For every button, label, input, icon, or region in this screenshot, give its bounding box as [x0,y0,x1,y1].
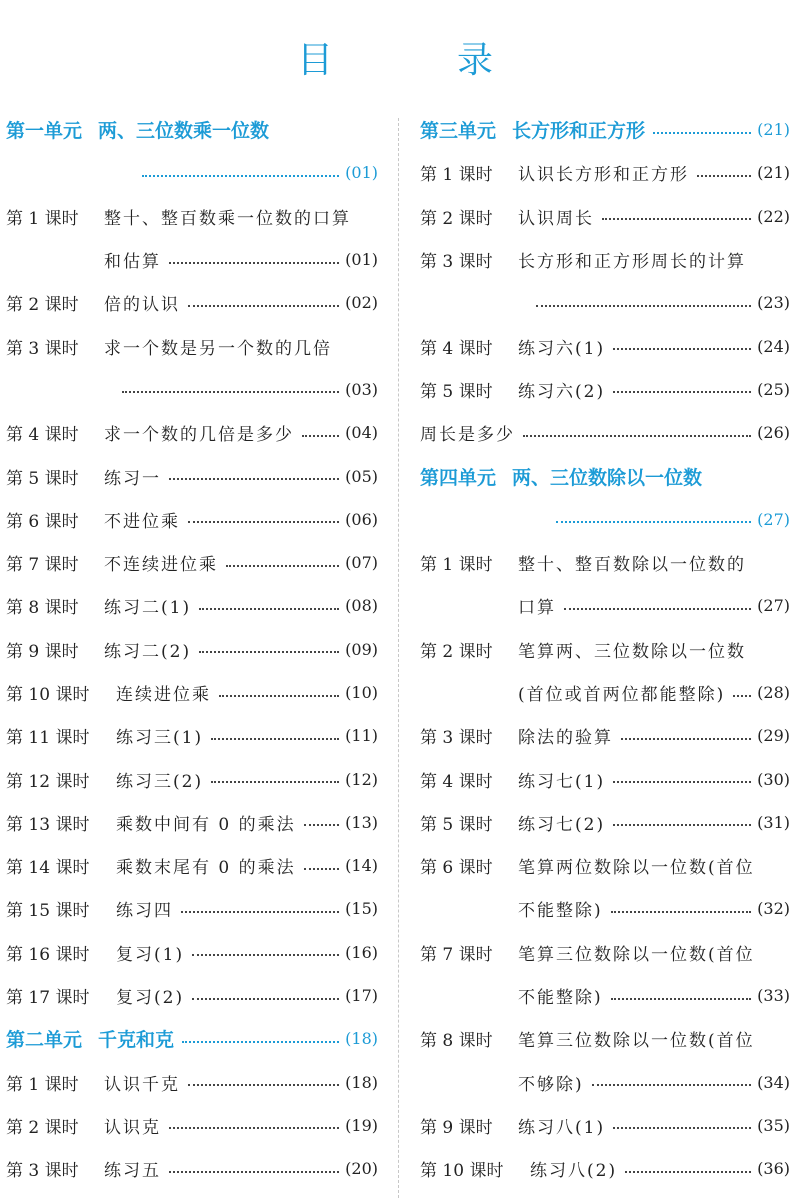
page-number: (24) [757,336,790,356]
entry-title: 练习八(2) [530,1161,618,1182]
entry-title: 练习二(1) [104,598,192,619]
dot-leader [169,1127,339,1129]
entry-title: 千克和克 [98,1029,175,1052]
toc-entry[interactable] [420,974,790,1017]
unit-label: 第三单元 [420,120,497,143]
lesson-label: 第 2 课时 [6,1117,79,1138]
toc-entry[interactable] [6,887,378,930]
dot-leader [621,738,751,740]
dot-leader [697,175,751,177]
toc-entry[interactable] [6,801,378,844]
toc-entry[interactable] [6,844,378,887]
toc-entry[interactable] [6,584,378,627]
entry-title: 练习一 [104,468,161,489]
page-number: (01) [345,250,378,270]
page-number: (23) [757,293,790,313]
page-number: (21) [757,120,790,140]
dot-leader [602,218,751,220]
entry-title: 认识克 [104,1117,161,1138]
page-number: (08) [345,596,378,616]
page-number: (19) [345,1115,378,1135]
unit-label: 第一单元 [6,120,83,143]
entry-title: 认识周长 [518,208,594,229]
toc-entry[interactable] [420,1104,790,1147]
dot-leader [304,824,340,826]
lesson-label: 第 5 课时 [420,814,493,835]
dot-leader [613,1127,751,1129]
entry-title: 认识长方形和正方形 [518,165,689,186]
page-number: (01) [345,163,378,183]
dot-leader [188,521,339,523]
lesson-label: 第 3 课时 [6,1161,79,1182]
toc-entry[interactable] [420,368,790,411]
dot-leader [564,608,751,610]
lesson-label: 第 4 课时 [420,338,493,359]
page-number: (20) [345,1159,378,1179]
column-divider [398,118,399,1198]
toc-entry[interactable] [420,584,790,627]
page-number: (16) [345,942,378,962]
toc-entry[interactable] [6,757,378,800]
page-number: (05) [345,466,378,486]
dot-leader [536,305,751,307]
lesson-label: 第 12 课时 [6,771,90,792]
page-number: (18) [345,1072,378,1092]
dot-leader [302,435,339,437]
toc-entry[interactable] [6,1061,378,1104]
toc-entry[interactable] [6,714,378,757]
toc-unit-heading[interactable] [6,108,378,151]
entry-title: 除法的验算 [518,728,613,749]
dot-leader [611,998,752,1000]
dot-leader [199,608,339,610]
page-number: (32) [757,899,790,919]
page-number: (03) [345,379,378,399]
lesson-label: 第 5 课时 [6,468,79,489]
dot-leader [122,391,339,393]
entry-title: 复习(2) [116,988,185,1009]
lesson-label: 第 7 课时 [420,944,493,965]
dot-leader [219,695,339,697]
page-number: (27) [757,509,790,529]
dot-leader [613,391,751,393]
entry-title: 练习六(2) [518,381,606,402]
entry-title: (首位或首两位都能整除) [518,685,726,705]
entry-title: 不够除) [518,1074,584,1095]
lesson-label: 第 9 课时 [420,1117,493,1138]
page-number: (14) [345,856,378,876]
toc-entry[interactable] [420,628,790,671]
toc-entry[interactable] [6,368,378,411]
toc-entry[interactable] [6,498,378,541]
toc-entry[interactable] [420,411,790,454]
page-number: (12) [345,769,378,789]
entry-title: 不连续进位乘 [104,555,218,576]
dot-leader [613,348,751,350]
toc-left-column [6,108,378,1190]
lesson-label: 第 14 课时 [6,858,90,879]
lesson-label: 第 4 课时 [420,771,493,792]
page-number: (25) [757,379,790,399]
page-number: (09) [345,639,378,659]
dot-leader [182,1041,339,1043]
toc-entry[interactable] [6,195,378,238]
lesson-label: 第 3 课时 [6,338,79,359]
entry-title: 练习七(1) [518,771,606,792]
lesson-label: 第 17 课时 [6,988,90,1009]
dot-leader [523,435,751,437]
lesson-label: 第 2 课时 [420,208,493,229]
entry-title: 求一个数是另一个数的几倍 [104,338,332,359]
lesson-label: 第 6 课时 [6,511,79,532]
entry-title: 笔算三位数除以一位数(首位 [518,944,755,965]
toc-entry[interactable] [6,411,378,454]
page-number: (34) [757,1072,790,1092]
lesson-label: 第 10 课时 [420,1161,504,1182]
dot-leader [226,565,339,567]
page-number: (35) [757,1115,790,1135]
entry-title: 练习五 [104,1161,161,1182]
entry-title: 笔算三位数除以一位数(首位 [518,1031,755,1052]
lesson-label: 第 3 课时 [420,252,493,273]
entry-title: 两、三位数除以一位数 [512,466,703,489]
page-number: (17) [345,986,378,1006]
toc-entry[interactable] [420,931,790,974]
entry-title: 复习(1) [116,944,185,965]
entry-title: 倍的认识 [104,295,180,316]
page-number: (06) [345,509,378,529]
lesson-label: 第 13 课时 [6,814,90,835]
entry-title: 不能整除) [518,901,603,922]
entry-title: 周长是多少 [420,425,515,446]
page-number: (02) [345,293,378,313]
toc-entry[interactable] [420,714,790,757]
toc-entry[interactable] [420,1147,790,1190]
dot-leader [188,1084,339,1086]
toc-entry[interactable] [420,498,790,541]
dot-leader [733,695,751,697]
lesson-label: 第 5 课时 [420,381,493,402]
toc-entry[interactable] [6,281,378,324]
dot-leader [653,132,751,134]
page-number: (36) [757,1159,790,1179]
page-number: (33) [757,986,790,1006]
entry-title: 练习三(2) [116,771,204,792]
entry-title: 求一个数的几倍是多少 [104,425,294,446]
toc-entry[interactable] [420,151,790,194]
toc-entry[interactable] [6,324,378,367]
lesson-label: 第 10 课时 [6,685,90,705]
toc-entry[interactable] [420,281,790,324]
entry-title: 长方形和正方形 [512,120,646,143]
toc-entry[interactable] [420,801,790,844]
toc-unit-heading[interactable] [420,108,790,151]
entry-title: 两、三位数乘一位数 [98,120,270,143]
entry-title: 不进位乘 [104,511,180,532]
toc-entry[interactable] [420,887,790,930]
page-number: (10) [345,683,378,702]
page-number: (11) [345,726,378,746]
dot-leader [169,478,339,480]
lesson-label: 第 3 课时 [420,728,493,749]
entry-title: 笔算两、三位数除以一位数 [518,641,746,662]
entry-title: 练习三(1) [116,728,204,749]
entry-title: 笔算两位数除以一位数(首位 [518,858,755,879]
toc-entry[interactable] [420,1017,790,1060]
entry-title: 整十、整百数乘一位数的口算 [104,208,351,229]
lesson-label: 第 9 课时 [6,641,79,662]
toc-right-column [420,108,790,1190]
entry-title: 练习八(1) [518,1117,606,1138]
lesson-label: 第 15 课时 [6,901,90,922]
toc-entry[interactable] [6,931,378,974]
page-number: (26) [757,423,790,443]
entry-title: 练习七(2) [518,814,606,835]
entry-title: 连续进位乘 [116,685,211,705]
page-number: (30) [757,769,790,789]
dot-leader [625,1171,751,1173]
dot-leader [142,175,339,177]
dot-leader [192,998,339,1000]
page-number: (21) [757,163,790,183]
toc-entry[interactable] [6,151,378,194]
entry-title: 乘数末尾有 0 的乘法 [116,858,296,879]
dot-leader [613,824,751,826]
toc-entry[interactable] [6,238,378,281]
lesson-label: 第 1 课时 [420,165,493,186]
lesson-label: 第 8 课时 [420,1031,493,1052]
lesson-label: 第 2 课时 [420,641,493,662]
toc-entry[interactable] [420,671,790,714]
dot-leader [192,954,339,956]
lesson-label: 第 6 课时 [420,858,493,879]
dot-leader [211,738,339,740]
toc-unit-heading[interactable] [420,454,790,497]
lesson-label: 第 16 课时 [6,944,90,965]
toc-entry[interactable] [6,974,378,1017]
dot-leader [169,262,339,264]
dot-leader [181,911,339,913]
page-number: (31) [757,812,790,832]
lesson-label: 第 7 课时 [6,555,79,576]
page-number: (13) [345,812,378,832]
entry-title: 不能整除) [518,988,603,1009]
unit-label: 第四单元 [420,466,497,489]
toc-unit-heading[interactable] [6,1017,378,1060]
dot-leader [304,868,340,870]
entry-title: 口算 [518,598,556,619]
entry-title: 练习六(1) [518,338,606,359]
toc-entry[interactable] [420,844,790,887]
dot-leader [592,1084,752,1086]
page-number: (28) [757,683,790,702]
page-title: 目 录 [296,40,537,81]
dot-leader [613,781,751,783]
entry-title: 长方形和正方形周长的计算 [518,252,746,273]
dot-leader [188,305,339,307]
lesson-label: 第 11 课时 [6,728,90,749]
dot-leader [556,521,751,523]
dot-leader [169,1171,339,1173]
toc-entry[interactable] [6,671,378,714]
entry-title: 练习二(2) [104,641,192,662]
lesson-label: 第 8 课时 [6,598,79,619]
toc-entry[interactable] [420,195,790,238]
page-number: (22) [757,206,790,226]
unit-label: 第二单元 [6,1029,83,1052]
lesson-label: 第 1 课时 [420,555,493,576]
entry-title: 练习四 [116,901,173,922]
toc-entry[interactable] [6,628,378,671]
toc-entry[interactable] [6,541,378,584]
toc-entry[interactable] [420,757,790,800]
dot-leader [611,911,752,913]
toc-entry[interactable] [6,1104,378,1147]
entry-title: 和估算 [104,252,161,273]
lesson-label: 第 2 课时 [6,295,79,316]
page-number: (18) [345,1029,378,1049]
page-number: (15) [345,899,378,919]
page-number: (07) [345,553,378,573]
toc-entry[interactable] [420,324,790,367]
page-number: (27) [757,596,790,616]
lesson-label: 第 4 课时 [6,425,79,446]
toc-entry[interactable] [6,454,378,497]
entry-title: 乘数中间有 0 的乘法 [116,814,296,835]
entry-title: 认识千克 [104,1074,180,1095]
page-number: (04) [345,423,378,443]
dot-leader [211,781,339,783]
lesson-label: 第 1 课时 [6,1074,79,1095]
toc-entry[interactable] [420,238,790,281]
entry-title: 整十、整百数除以一位数的 [518,555,746,576]
page-number: (29) [757,726,790,746]
toc-entry[interactable] [420,1061,790,1104]
lesson-label: 第 1 课时 [6,208,79,229]
toc-entry[interactable] [420,541,790,584]
toc-entry[interactable] [6,1147,378,1190]
dot-leader [199,651,339,653]
